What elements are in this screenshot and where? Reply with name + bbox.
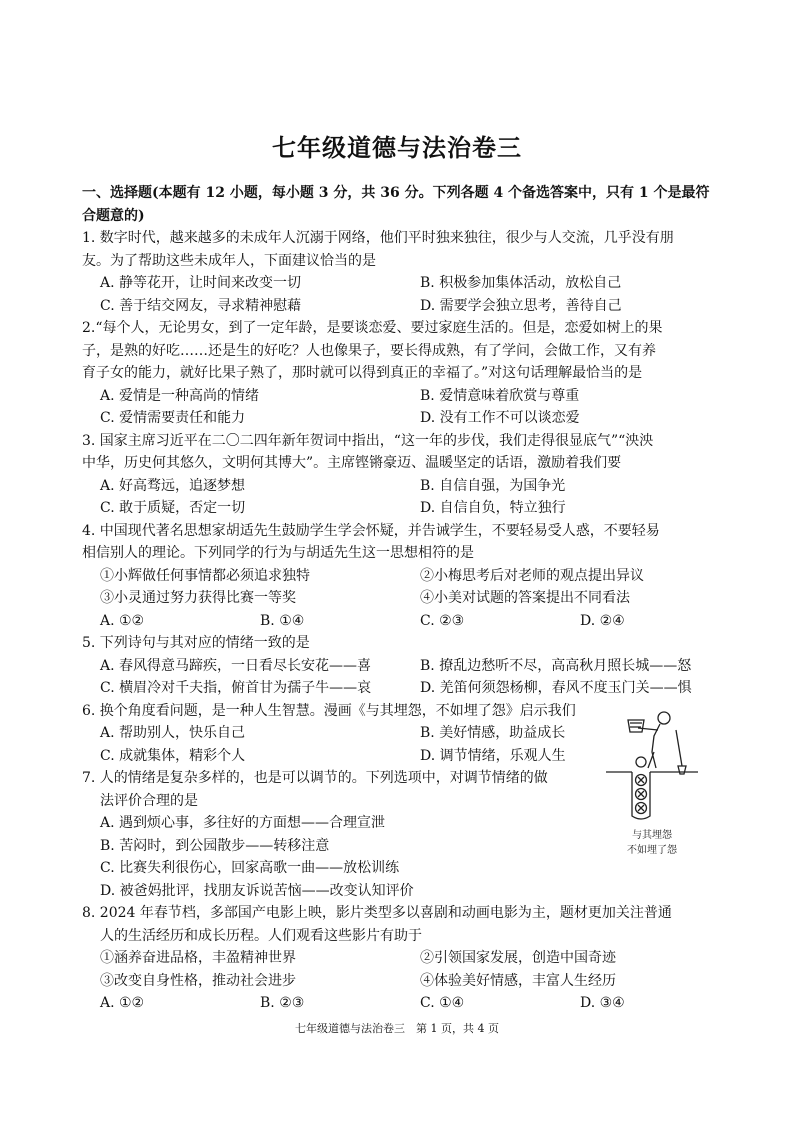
- question-stem: 育子女的能力，就好比果子熟了，那时就可以得到真正的幸福了。”对这句话理解最恰当的是: [82, 365, 643, 381]
- statement: ④小美对试题的答案提出不同看法: [420, 590, 630, 606]
- choice: A. ①②: [100, 995, 145, 1011]
- choice: C. ①④: [420, 995, 465, 1011]
- option: C. 善于结交网友，寻求精神慰藉: [100, 297, 302, 314]
- option: C. 比赛失利很伤心，回家高歌一曲——放松训练: [100, 860, 400, 876]
- option-row: [82, 272, 722, 295]
- ball-marks: [638, 777, 644, 811]
- option: C. 横眉冷对千夫指，俯首甘为孺子牛——哀: [100, 680, 372, 696]
- option: D. 自信自负，特立独行: [420, 500, 566, 516]
- person-body: [648, 724, 660, 768]
- option: B. 美好情感，助益成长: [420, 725, 566, 741]
- statement: ③小灵通过努力获得比赛一等奖: [100, 590, 296, 606]
- page-footer: 七年级道德与法治卷三 第 1 页，共 4 页: [295, 1022, 499, 1035]
- question-stem: 相信别人的理论。下列同学的行为与胡适先生这一思想相符的是: [82, 545, 474, 561]
- statement-row: [82, 970, 722, 993]
- option: D. 没有工作不可以谈恋爱: [420, 410, 580, 426]
- question-stem: 2.“每个人，无论男女，到了一定年龄，是要谈恋爱、要过家庭生活的。但是，恋爱如树上的果: [82, 320, 663, 336]
- question-stem: 6. 换个角度看问题，是一种人生智慧。漫画《与其埋怨，不如埋了怨》启示我们: [82, 702, 576, 719]
- question-stem: 人的生活经历和成长历程。人们观看这些影片有助于: [100, 927, 422, 944]
- option-row: [82, 497, 722, 520]
- question-stem: 1. 数字时代，越来越多的未成年人沉溺于网络，他们平时独来独往，很少与人交流，几乎没有朋: [82, 230, 674, 246]
- option: A. 爱情是一种高尚的情绪: [100, 387, 260, 404]
- question-stem: 法评价合理的是: [100, 792, 198, 809]
- choice-row: [82, 610, 722, 633]
- question-stem: 3. 国家主席习近平在二〇二四年新年贺词中指出，“这一年的步伐，我们走得很显底气”“泱泱: [82, 432, 654, 449]
- option: A. 春风得意马蹄疾，一日看尽长安花——喜: [100, 657, 372, 674]
- cartoon-caption: 不如埋了怨: [627, 845, 677, 856]
- basket-weave: [630, 723, 642, 727]
- question-stem: 友。为了帮助这些未成年人，下面建议恰当的是: [82, 252, 376, 269]
- statement-row: [82, 587, 722, 610]
- statement: ②引领国家发展，创造中国奇迹: [420, 950, 616, 966]
- option: B. 爱情意味着欣赏与尊重: [420, 387, 580, 404]
- option: A. 静等花开，让时间来改变一切: [100, 275, 302, 291]
- question-stem: 中华，历史何其悠久，文明何其博大”。主席铿锵豪迈、温暖坚定的话语，激励着我们要: [82, 455, 622, 471]
- falling-ball-icon: [636, 757, 646, 767]
- shovel-handle: [676, 730, 682, 766]
- option: D. 被爸妈批评，找朋友诉说苦恼——改变认知评价: [100, 882, 414, 899]
- statement-row: [82, 565, 722, 588]
- question-stem: 4. 中国现代著名思想家胡适先生鼓励学生学会怀疑，并告诫学生，不要轻易受人惑，不要轻易: [82, 522, 660, 539]
- option-row: [82, 677, 722, 700]
- choice: D. ②④: [580, 612, 625, 629]
- question-stem: 5. 下列诗句与其对应的情绪一致的是: [82, 635, 310, 651]
- option: D. 需要学会独立思考，善待自己: [420, 297, 622, 314]
- choice-row: [82, 992, 722, 1015]
- option: B. 撩乱边愁听不尽，高高秋月照长城——怒: [420, 657, 692, 674]
- cartoon-illustration: [604, 706, 700, 858]
- shovel-icon: [678, 766, 686, 774]
- option-row: [82, 475, 722, 498]
- statement-row: [82, 947, 722, 970]
- cartoon-caption: 与其埋怨: [632, 830, 672, 841]
- question-stem: 子，是熟的好吃……还是生的好吃？人也像果子，要长得成熟，有了学问，会做工作，又有养: [82, 342, 656, 359]
- option-row: [82, 655, 722, 678]
- option-row: [82, 295, 722, 318]
- option: A. 遇到烦心事，多往好的方面想——合理宣泄: [100, 815, 386, 831]
- question-section: [82, 182, 722, 1015]
- choice: D. ③④: [580, 995, 625, 1011]
- option-row: [82, 407, 722, 430]
- choice: B. ①④: [260, 612, 305, 629]
- option: C. 敢于质疑，否定一切: [100, 500, 246, 516]
- option: A. 好高骛远，追逐梦想: [100, 477, 246, 494]
- statement: ②小梅思考后对老师的观点提出异议: [420, 567, 644, 584]
- question-stem: 7. 人的情绪是复杂多样的，也是可以调节的。下列选项中，对调节情绪的做: [82, 770, 548, 786]
- hole-icon: [632, 772, 650, 819]
- page-title: 七年级道德与法治卷三: [272, 133, 522, 162]
- option: B. 苦闷时，到公园散步——转移注意: [100, 837, 330, 854]
- statement: ①小辉做任何事情都必须追求独特: [100, 567, 310, 584]
- statement: ③改变自身性格，推动社会进步: [100, 972, 296, 989]
- choice: C. ②③: [420, 612, 465, 629]
- option-row: [82, 385, 722, 408]
- section-heading: 合题意的): [82, 207, 145, 224]
- choice: A. ①②: [100, 612, 145, 629]
- option: D. 调节情绪，乐观人生: [420, 747, 566, 764]
- option: C. 成就集体，精彩个人: [100, 747, 246, 764]
- basket-icon: [628, 720, 644, 732]
- statement: ④体验美好情感，丰富人生经历: [420, 972, 616, 989]
- statement: ①涵养奋进品格，丰盈精神世界: [100, 950, 296, 966]
- person-arm: [638, 728, 658, 730]
- option: A. 帮助别人，快乐自己: [100, 725, 246, 741]
- option: B. 自信自强，为国争光: [420, 477, 566, 494]
- option: D. 羌笛何须怨杨柳，春风不度玉门关——惧: [420, 680, 692, 696]
- option: B. 积极参加集体活动，放松自己: [420, 275, 622, 291]
- question-stem: 8. 2024 年春节档，多部国产电影上映，影片类型多以喜剧和动画电影为主，题材更加关注普通: [82, 905, 672, 921]
- option: C. 爱情需要责任和能力: [100, 410, 246, 426]
- section-heading: 一、选择题(本题有 12 小题，每小题 3 分，共 36 分。下列各题 4 个备选答案中，只有 1 个是最符: [82, 185, 710, 201]
- person-head: [658, 712, 670, 724]
- choice: B. ②③: [260, 995, 305, 1011]
